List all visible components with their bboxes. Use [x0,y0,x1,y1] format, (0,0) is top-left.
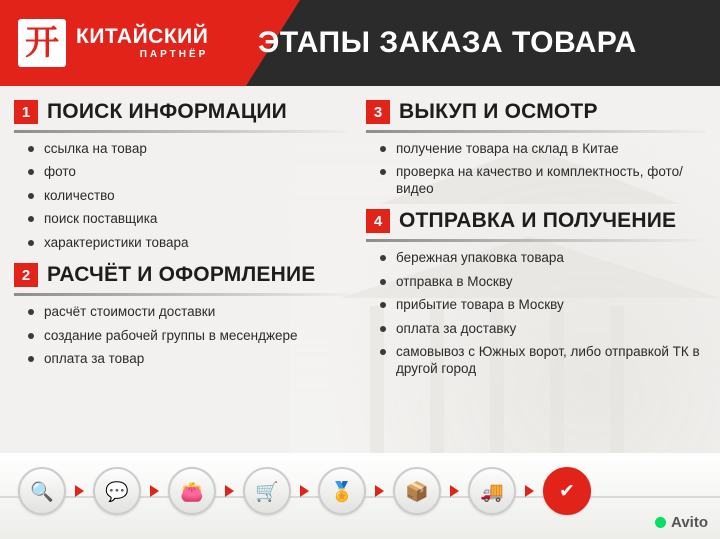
list-item: характеристики товара [28,235,348,251]
arrow-icon [300,485,309,497]
section-3-header [366,100,706,124]
section-3 [366,100,706,197]
list-item: оплата за доставку [380,321,706,337]
column-left [14,100,360,389]
arrow-icon [225,485,234,497]
section-4-title: ОТПРАВКА И ПОЛУЧЕНИЕ [399,209,677,233]
logo-wordmark [76,26,208,60]
logo-mark-icon [18,19,66,67]
section-2-header [14,263,348,287]
quality-seal-icon: 🏅 [318,467,366,515]
list-item: количество [28,188,348,204]
list-item: поиск поставщика [28,211,348,227]
process-icon-row [18,467,591,515]
arrow-icon [375,485,384,497]
package-box-icon: 📦 [393,467,441,515]
section-2-title: РАСЧЁТ И ОФОРМЛЕНИЕ [47,263,316,287]
arrow-icon [150,485,159,497]
wallet-icon: 👛 [168,467,216,515]
header [0,0,720,86]
list-item: ссылка на товар [28,141,348,157]
content [0,86,720,389]
list-item: самовывоз с Южных ворот, либо отправкой ТК в другой город [380,344,706,377]
list-item: расчёт стоимости доставки [28,304,348,320]
delivery-truck-icon: 🚚 [468,467,516,515]
list-item: бережная упаковка товара [380,250,706,266]
section-1-number: 1 [14,100,38,124]
page-title: ЭТАПЫ ЗАКАЗА ТОВАРА [258,26,637,59]
list-item: фото [28,164,348,180]
footer-process-strip [0,453,720,539]
arrow-icon [75,485,84,497]
section-3-title: ВЫКУП И ОСМОТР [399,100,598,123]
section-1-title: ПОИСК ИНФОРМАЦИИ [47,100,287,123]
arrow-icon [450,485,459,497]
section-4-header [366,209,706,233]
logo-subtitle: ПАРТНЁР [139,49,209,60]
section-4-divider [366,239,706,242]
section-1-header [14,100,348,124]
magnifier-icon: 🔍 [18,467,66,515]
avito-watermark [655,514,708,531]
logo-glyph: 开 [25,23,59,63]
section-2-list [14,304,348,367]
delivered-check-icon: ✔ [543,467,591,515]
chat-bubble-icon: 💬 [93,467,141,515]
brand-logo [18,19,208,67]
section-3-list [366,141,706,197]
list-item: получение товара на склад в Китае [380,141,706,157]
section-4-list [366,250,706,377]
avito-dot-icon [655,517,666,528]
section-1-divider [14,130,348,133]
section-2 [14,263,348,367]
list-item: создание рабочей группы в месенджере [28,328,348,344]
section-2-number: 2 [14,263,38,287]
list-item: оплата за товар [28,351,348,367]
section-3-number: 3 [366,100,390,124]
list-item: проверка на качество и комплектность, фото/видео [380,164,706,197]
hand-truck-icon: 🛒 [243,467,291,515]
section-4-number: 4 [366,209,390,233]
section-1 [14,100,348,251]
section-2-divider [14,293,348,296]
section-3-divider [366,130,706,133]
section-4 [366,209,706,377]
avito-label: Avito [671,514,708,531]
list-item: отправка в Москву [380,274,706,290]
column-right [360,100,706,389]
section-1-list [14,141,348,251]
arrow-icon [525,485,534,497]
list-item: прибытие товара в Москву [380,297,706,313]
logo-name: КИТАЙСКИЙ [76,25,209,48]
